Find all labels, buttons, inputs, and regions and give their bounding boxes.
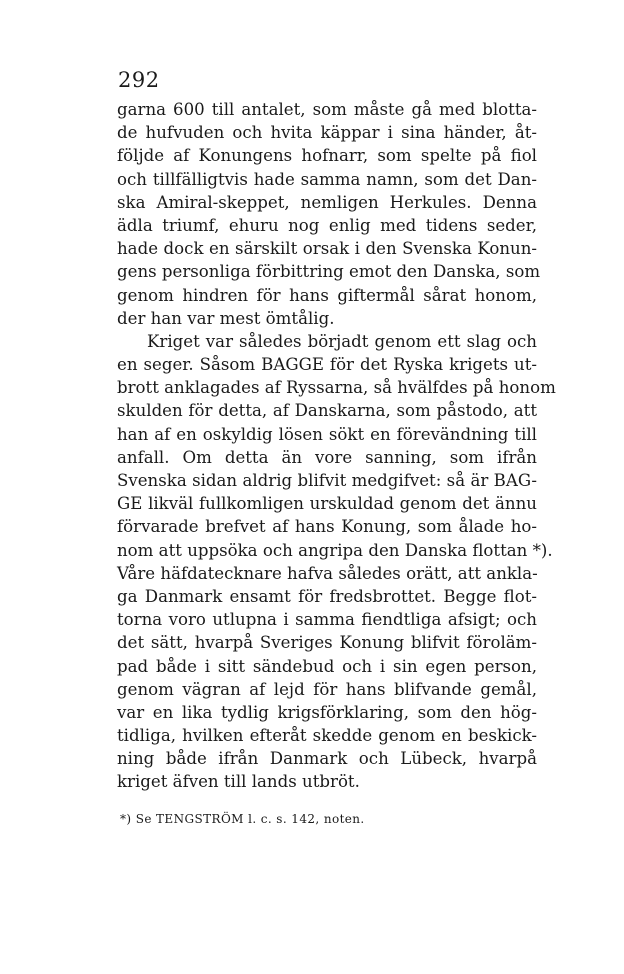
text-line: genom hindren för hans giftermål sårat honom, bbox=[117, 285, 537, 305]
page-number: 292 bbox=[118, 68, 160, 92]
text-line: garna 600 till antalet, som måste gå med blotta- bbox=[117, 100, 537, 119]
text-line: ning både ifrån Danmark och Lübeck, hvarpå bbox=[117, 749, 537, 769]
text-line: en seger. Såsom BAGGE för det Ryska krigets ut- bbox=[117, 355, 537, 375]
text-line: Svenska sidan aldrig blifvit medgifvet: så är BAG- bbox=[117, 471, 537, 490]
text-line: ga Danmark ensamt för fredsbrottet. Begge flot- bbox=[117, 586, 537, 606]
body-text bbox=[117, 98, 556, 794]
text-line: GE likväl fullkomligen urskuldad genom det ännu bbox=[117, 494, 537, 514]
paragraph-2 bbox=[117, 330, 556, 794]
text-line: skulden för detta, af Danskarna, som påstodo, att bbox=[117, 401, 537, 421]
text-line: tidliga, hvilken efteråt skedde genom en beskick- bbox=[117, 726, 537, 746]
text-line: nom att uppsöka och angripa den Danska flottan *). bbox=[117, 540, 553, 560]
text-line: der han var mest ömtålig. bbox=[117, 308, 335, 328]
text-line: de hufvuden och hvita käppar i sina händer, åt- bbox=[117, 123, 537, 143]
paragraph-1 bbox=[117, 98, 541, 330]
text-line: kriget äfven till lands utbröt. bbox=[117, 772, 360, 792]
text-line: pad både i sitt sändebud och i sin egen person, bbox=[117, 656, 537, 676]
text-line: anfall. Om detta än vore sanning, som ifrån bbox=[117, 447, 537, 467]
text-line: hade dock en särskilt orsak i den Svenska Konun- bbox=[117, 239, 537, 259]
text-line: Kriget var således börjadt genom ett slag och bbox=[147, 331, 537, 351]
text-line: gens personliga förbittring emot den Danska, som bbox=[117, 262, 541, 282]
text-line: följde af Konungens hofnarr, som spelte på fiol bbox=[117, 146, 537, 166]
text-line: förvarade brefvet af hans Konung, som ålade ho- bbox=[117, 517, 537, 537]
footnote: *) Se TENGSTRÖM l. c. s. 142, noten. bbox=[120, 812, 365, 826]
text-line: ädla triumf, ehuru nog enlig med tidens seder, bbox=[117, 215, 537, 235]
text-line: torna voro utlupna i samma fiendtliga afsigt; och bbox=[117, 610, 537, 630]
text-line: han af en oskyldig lösen sökt en förevändning till bbox=[117, 424, 537, 444]
text-line: det sätt, hvarpå Sveriges Konung blifvit föroläm- bbox=[117, 633, 537, 653]
text-line: Våre häfdatecknare hafva således orätt, att ankla- bbox=[117, 563, 538, 583]
text-line: var en lika tydlig krigsförklaring, som den hög- bbox=[117, 702, 537, 722]
text-line: genom vägran af lejd för hans blifvande gemål, bbox=[117, 679, 537, 699]
text-line: och tillfälligtvis hade samma namn, som det Dan- bbox=[117, 169, 537, 189]
text-line: ska Amiral-skeppet, nemligen Herkules. Denna bbox=[117, 192, 537, 212]
text-line: brott anklagades af Ryssarna, så hvälfdes på honom bbox=[117, 378, 556, 398]
